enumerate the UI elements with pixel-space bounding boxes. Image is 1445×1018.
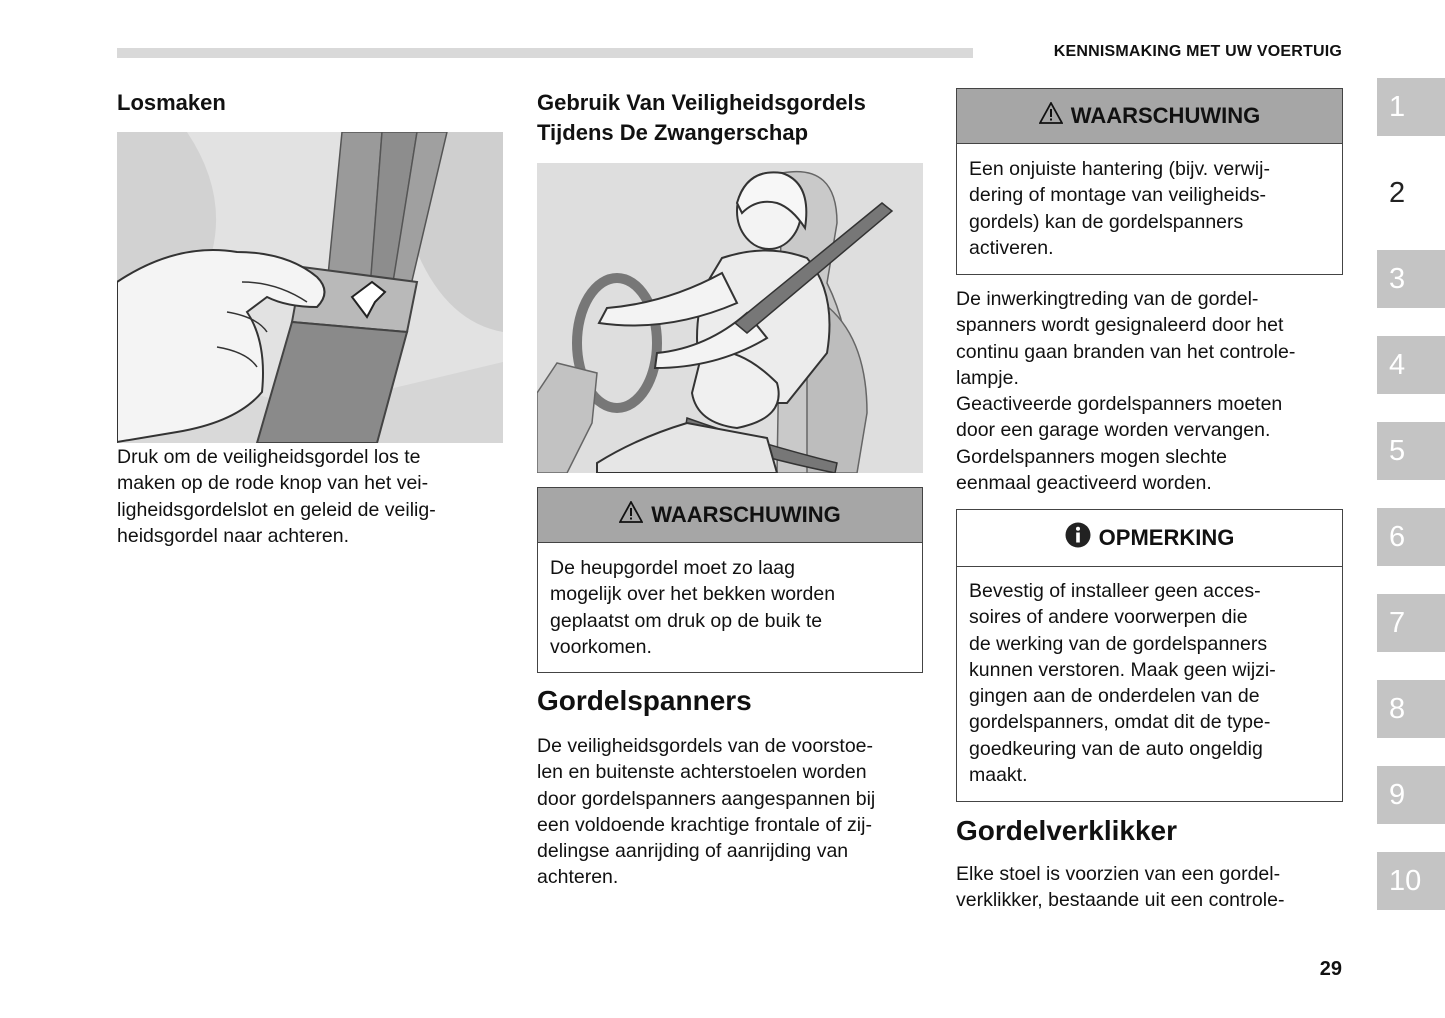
warning-box-tensioner	[956, 88, 1343, 275]
chapter-tab-1[interactable]: 1	[1377, 78, 1445, 136]
chapter-tab-6[interactable]: 6	[1377, 508, 1445, 566]
chapter-title: KENNISMAKING MET UW VOERTUIG	[1053, 43, 1342, 60]
gordelverklikker-text: Elke stoel is voorzien van een gordel- verklikker, bestaande uit een controle-	[956, 863, 1285, 912]
warning-body: Een onjuiste hantering (bijv. verwij- dering of montage van veiligheids- gordels) kan de gordelspanners activeren.	[969, 158, 1270, 259]
page-number: 29	[1319, 958, 1342, 980]
warning-header: WAARSCHUWING	[957, 89, 1342, 144]
chapter-tab-2-active[interactable]: 2	[1377, 164, 1445, 222]
chapter-tab-7[interactable]: 7	[1377, 594, 1445, 652]
warning-box-lap-belt	[537, 487, 923, 673]
info-circle-icon	[1065, 522, 1091, 554]
gordelverklikker-heading: Gordelverklikker	[956, 815, 1178, 846]
note-box	[956, 509, 1343, 802]
losmaken-heading: Losmaken	[117, 90, 226, 115]
gordelspanners-text: De veiligheidsgordels van de voorstoe- len en buitenste achterstoelen worden door gordelspanners aangespannen bij een voldoende krachtige frontale of zij- delingse aanrijding of aanrijding van achteren.	[537, 735, 876, 889]
chapter-tab-5[interactable]: 5	[1377, 422, 1445, 480]
chapter-tab-4[interactable]: 4	[1377, 336, 1445, 394]
pregnancy-heading: Gebruik Van Veiligheidsgordels Tijdens De Zwangerschap	[537, 90, 866, 145]
warning-triangle-icon	[1039, 102, 1063, 130]
warning-body: De heupgordel moet zo laag mogelijk over het bekken worden geplaatst om druk op de buik te voorkomen.	[550, 557, 836, 658]
chapter-tab-9[interactable]: 9	[1377, 766, 1445, 824]
note-header: OPMERKING	[957, 510, 1342, 567]
chapter-tab-3[interactable]: 3	[1377, 250, 1445, 308]
pregnant-driver-illustration	[537, 163, 923, 473]
header-rule	[117, 48, 973, 58]
note-body: Bevestig of installeer geen acces- soires of andere voorwerpen die de werking van de gordelspanners kunnen verstoren. Maak geen wijzi- gingen aan de onderdelen van de gordelspanners, omdat dit de type- goedkeuring van de auto ongeldig maakt.	[969, 580, 1276, 787]
gordelspanners-heading: Gordelspanners	[537, 685, 752, 716]
warning-triangle-icon	[619, 501, 643, 529]
warning-header: WAARSCHUWING	[538, 488, 922, 543]
tensioner-activation-text: De inwerkingtreding van de gordel- spanners wordt gesignaleerd door het continu gaan branden van het controle- lampje. Geactiveerde gordelspanners moeten door een garage worden vervangen. Gordelspanners mogen slechte eenmaal geactiveerd worden.	[956, 288, 1296, 495]
buckle-release-illustration	[117, 132, 503, 443]
losmaken-text: Druk om de veiligheidsgordel los te maken op de rode knop van het vei- ligheidsgordelslot en geleid de veilig- heidsgordel naar achteren.	[117, 446, 436, 547]
chapter-tab-8[interactable]: 8	[1377, 680, 1445, 738]
chapter-tab-10[interactable]: 10	[1377, 852, 1445, 910]
